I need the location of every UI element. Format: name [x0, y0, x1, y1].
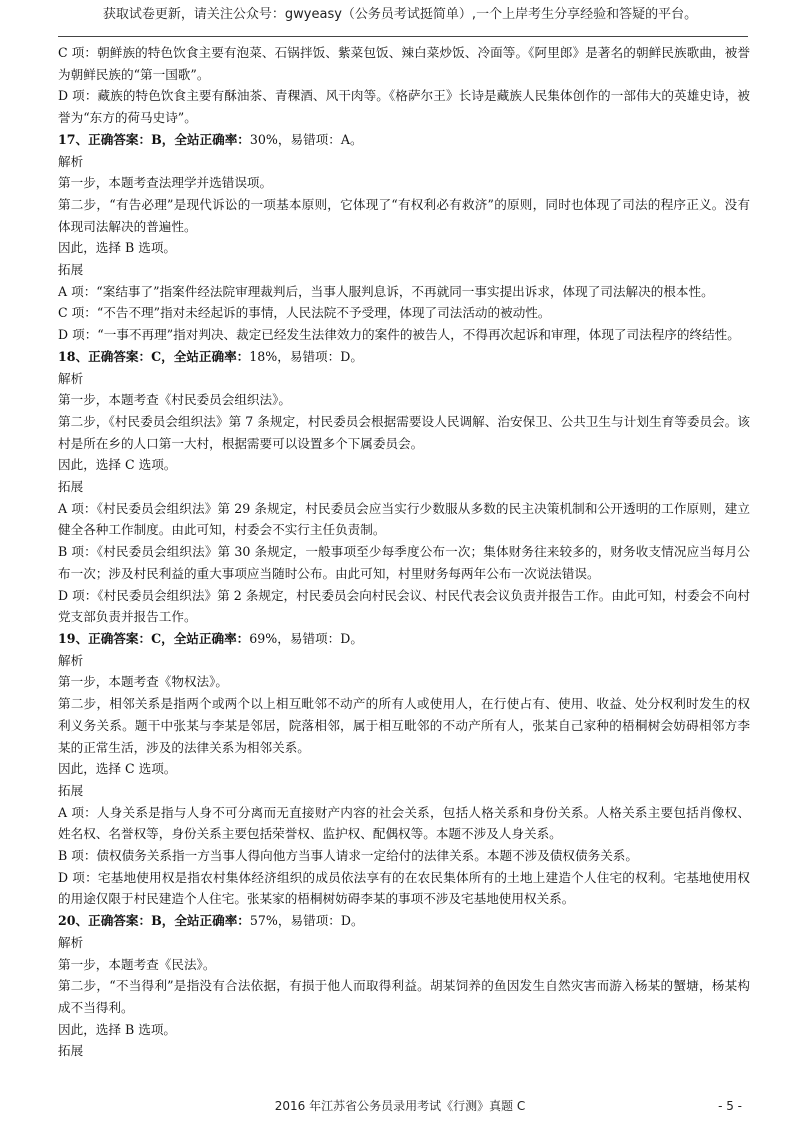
paragraph-option-d: D 项：藏族的特色饮食主要有酥油茶、青稞酒、风干肉等。《格萨尔王》长诗是藏族人民集体创作的一部伟大的英雄史诗，被誉为“东方的荷马史诗”。 — [58, 88, 750, 126]
section-label-extension: 拓展 — [58, 479, 84, 495]
footer-title: 2016 年江苏省公务员录用考试《行测》真题 C — [274, 1099, 526, 1113]
answer-label: 19、正确答案：C，全站正确率： — [58, 630, 250, 646]
paragraph: 第二步，《村民委员会组织法》第 7 条规定，村民委员会根据需要设人民调解、治安保卫、公共卫生与计划生育等委员会。该村是所在乡的人口第一大村，根据需要可以设置多个下属委员会。 — [58, 413, 750, 451]
question-19-answer-heading — [58, 628, 750, 650]
paragraph: 第一步，本题考查《民法》。 — [58, 956, 216, 972]
paragraph: A 项：“案结事了”指案件经法院审理裁判后，当事人服判息诉，不再就同一事实提出诉求，体现了司法解决的根本性。 — [58, 283, 714, 299]
paragraph: 因此，选择 B 选项。 — [58, 1021, 177, 1037]
document-body — [58, 42, 750, 1062]
answer-stats: 18%，易错项：D。 — [249, 348, 363, 364]
section-label-analysis: 解析 — [58, 370, 84, 386]
paragraph: D 项：《村民委员会组织法》第 2 条规定，村民委员会向村民会议、村民代表会议负责并报告工作。由此可知，村委会不向村党支部负责并报告工作。 — [58, 587, 750, 625]
answer-label: 17、正确答案：B，全站正确率： — [58, 131, 250, 147]
page-footer — [0, 1094, 800, 1118]
paragraph: D 项：宅基地使用权是指农村集体经济组织的成员依法享有的在农民集体所有的土地上建造个人住宅的权利。宅基地使用权的用途仅限于村民建造个人住宅。张某家的梧桐树妨碍李某的事项不涉及宅基地使用权关系。 — [58, 869, 750, 907]
section-label-extension: 拓展 — [58, 1043, 84, 1059]
answer-stats: 69%，易错项：D。 — [249, 630, 363, 646]
page-header: 获取试卷更新，请关注公众号：gwyeasy（公务员考试挺简单）,一个上岸考生分享经验和答疑的平台。 — [102, 7, 698, 22]
paragraph: 因此，选择 B 选项。 — [58, 240, 177, 256]
question-18-answer-heading — [58, 346, 750, 368]
page-number: - 5 - — [718, 1099, 742, 1113]
section-label-analysis: 解析 — [58, 153, 84, 169]
header-divider — [58, 36, 748, 37]
section-label-analysis: 解析 — [58, 934, 84, 950]
section-label-analysis: 解析 — [58, 652, 84, 668]
paragraph: 第一步，本题考查《物权法》。 — [58, 674, 229, 690]
section-label-extension: 拓展 — [58, 782, 84, 798]
paragraph: B 项：《村民委员会组织法》第 30 条规定，一般事项至少每季度公布一次；集体财务往来较多的，财务收支情况应当每月公布一次；涉及村民利益的重大事项应当随时公布。由此可知，村里财务每两年公布一次说法错误。 — [58, 544, 750, 581]
answer-label: 18、正确答案：C，全站正确率： — [58, 348, 250, 364]
paragraph: 第二步，相邻关系是指两个或两个以上相互毗邻不动产的所有人或使用人，在行使占有、使用、收益、处分权利时发生的权利义务关系。题干中张某与李某是邻居，院落相邻，属于相互毗邻的不动产所有人，张某自己家种的梧桐树会妨碍相邻方李某的正常生活，涉及的法律关系为相邻关系。 — [58, 696, 750, 755]
answer-stats: 30%，易错项：A。 — [249, 131, 363, 147]
question-17-answer-heading — [58, 129, 750, 151]
paragraph: B 项：债权债务关系指一方当事人得向他方当事人请求一定给付的法律关系。本题不涉及债权债务关系。 — [58, 848, 638, 864]
paragraph: 第一步，本题考查《村民委员会组织法》。 — [58, 392, 291, 408]
question-20-answer-heading — [58, 910, 750, 932]
paragraph: 因此，选择 C 选项。 — [58, 457, 177, 473]
paragraph: 第一步，本题考查法理学并选错误项。 — [58, 175, 273, 191]
answer-stats: 57%，易错项：D。 — [249, 913, 364, 929]
section-label-extension: 拓展 — [58, 262, 84, 278]
paragraph: 因此，选择 C 选项。 — [58, 761, 177, 777]
answer-label: 20、正确答案：B，全站正确率： — [58, 913, 250, 929]
paragraph: A 项：《村民委员会组织法》第 29 条规定，村民委员会应当实行少数服从多数的民主决策机制和公开透明的工作原则，建立健全各种工作制度。由此可知，村委会不实行主任负责制。 — [58, 500, 750, 538]
paragraph: D 项：“一事不再理”指对判决、裁定已经发生法律效力的案件的被告人，不得再次起诉和审理，体现了司法程序的终结性。 — [58, 327, 740, 343]
paragraph: 第二步，“有告必理”是现代诉讼的一项基本原则，它体现了“有权利必有救济”的原则，同时也体现了司法的程序正义。没有体现司法解决的普遍性。 — [58, 196, 750, 234]
paragraph-option-c: C 项：朝鲜族的特色饮食主要有泡菜、石锅拌饭、紫菜包饭、辣白菜炒饭、冷面等。《阿里郎》是著名的朝鲜民族歌曲，被誉为朝鲜民族的“第一国歌”。 — [58, 45, 750, 82]
paragraph: C 项：“不告不理”指对未经起诉的事情，人民法院不予受理，体现了司法活动的被动性。 — [58, 305, 551, 321]
paragraph: 第二步，“不当得利”是指没有合法依据，有损于他人而取得利益。胡某饲养的鱼因发生自然灾害而游入杨某的蟹塘，杨某构成不当得利。 — [58, 978, 750, 1015]
paragraph: A 项：人身关系是指与人身不可分离而无直接财产内容的社会关系，包括人格关系和身份关系。人格关系主要包括肖像权、姓名权、名誉权等，身份关系主要包括荣誉权、监护权、配偶权等。本题不涉及人身关系。 — [58, 804, 750, 842]
